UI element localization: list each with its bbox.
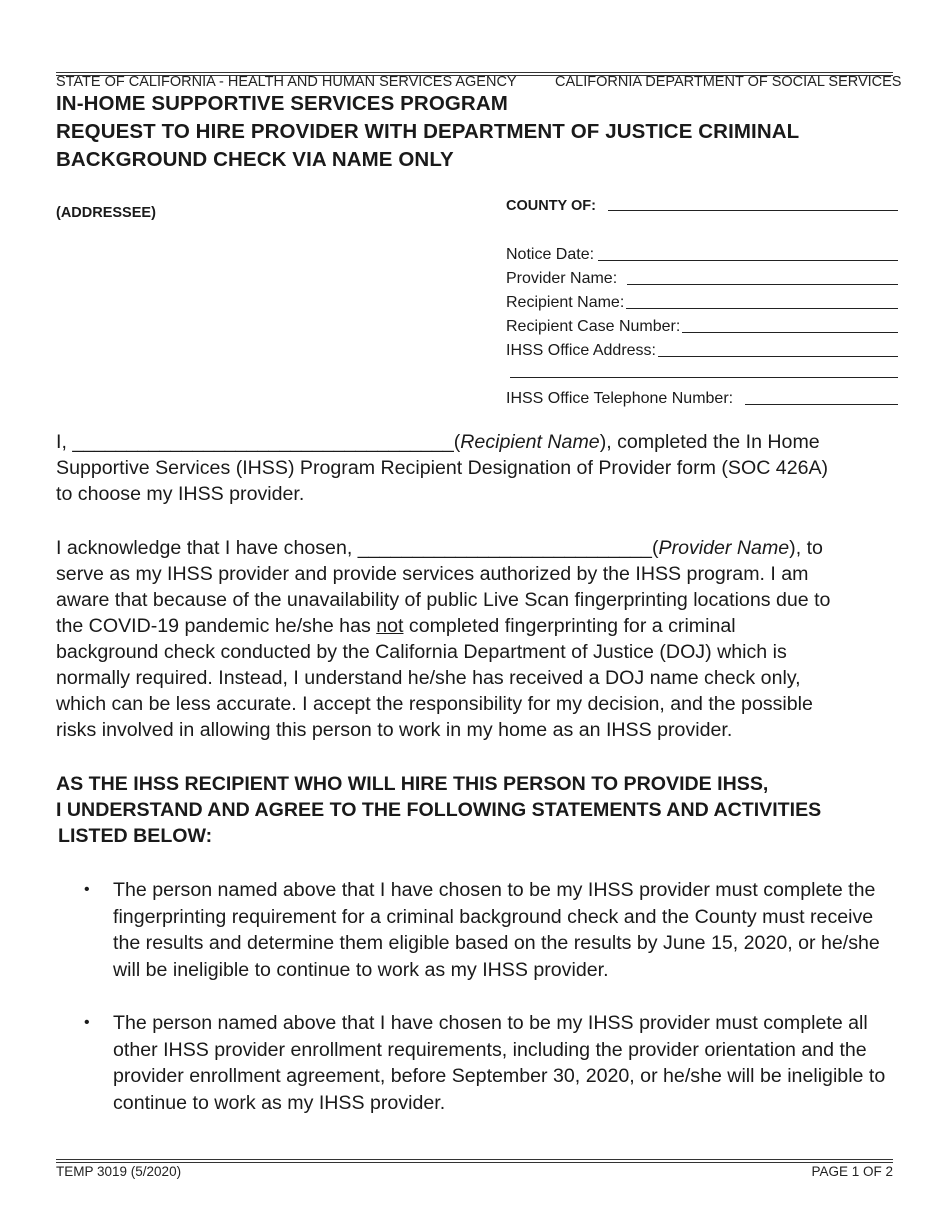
ihss-office-phone-label: IHSS Office Telephone Number: bbox=[506, 390, 734, 407]
paragraph-acknowledge: I acknowledge that I have chosen, ___________________________(Provider Name), to serve as my IHSS provider and provide services authorized by the IHSS program. I am aware that because of the unavailability of public Live Scan fingerprinting locations due to the COVID-19 pandemic he/she has not completed fingerprinting for a criminal background check conducted by the California Department of Justice (DOJ) which is normally required. Instead, I understand he/she has received a DOJ name check only, which can be less accurate. I accept the responsibility for my decision, and the possible risks involved in allowing this person to work in my home as an IHSS provider. bbox=[56, 535, 906, 743]
p2-placeholder: Provider Name bbox=[658, 537, 790, 559]
agreement-heading-line2: I UNDERSTAND AND AGREE TO THE FOLLOWING STATEMENTS AND ACTIVITIES bbox=[56, 799, 822, 821]
bullet-text: The person named above that I have chosen to be my IHSS provider must complete all other IHSS provider enrollment requirements, including the provider orientation and the provider enrollment agreement, before September 30, 2020, or he/she will be ineligible to continue to work as my IHSS provider. bbox=[113, 1012, 886, 1114]
county-label: COUNTY OF: bbox=[506, 198, 596, 214]
agreement-heading-line3: LISTED BELOW: bbox=[58, 825, 213, 847]
p2-line3: aware that because of the unavailability of public Live Scan fingerprinting locations due to bbox=[56, 589, 831, 611]
agreement-heading-line1: AS THE IHSS RECIPIENT WHO WILL HIRE THIS PERSON TO PROVIDE IHSS, bbox=[56, 773, 769, 795]
p2-line4-b: completed fingerprinting for a criminal bbox=[403, 615, 736, 637]
provider-name-field[interactable] bbox=[506, 268, 898, 288]
recipient-case-number-field[interactable] bbox=[506, 316, 898, 336]
footer-rule bbox=[56, 1159, 893, 1160]
county-field[interactable] bbox=[506, 196, 898, 214]
form-number: TEMP 3019 (5/2020) bbox=[56, 1164, 182, 1179]
ihss-office-address-line[interactable] bbox=[658, 355, 898, 357]
p2-line2: serve as my IHSS provider and provide services authorized by the IHSS program. I am bbox=[56, 563, 809, 585]
p1-prefix: I, bbox=[56, 431, 73, 453]
county-line[interactable] bbox=[608, 209, 898, 211]
p2-line4-a: the COVID-19 pandemic he/she has bbox=[56, 615, 377, 637]
p2-line1-suffix: ), to bbox=[789, 537, 823, 559]
bullet-icon: • bbox=[84, 1014, 90, 1031]
p1-blank[interactable]: ___________________________________ bbox=[72, 431, 454, 453]
p2-line8: risks involved in allowing this person to work in my home as an IHSS provider. bbox=[56, 719, 733, 741]
footer-rule-2 bbox=[56, 1162, 893, 1163]
form-title-line1: REQUEST TO HIRE PROVIDER WITH DEPARTMENT OF JUSTICE CRIMINAL bbox=[56, 120, 800, 143]
agency-right: CALIFORNIA DEPARTMENT OF SOCIAL SERVICES bbox=[555, 74, 902, 90]
recipient-case-number-line[interactable] bbox=[682, 331, 898, 333]
agreement-heading bbox=[56, 771, 916, 849]
form-title-line2: BACKGROUND CHECK VIA NAME ONLY bbox=[56, 148, 454, 171]
p1-line2: Supportive Services (IHSS) Program Recipient Designation of Provider form (SOC 426A) bbox=[56, 457, 829, 479]
recipient-name-field[interactable] bbox=[506, 292, 898, 312]
provider-name-line[interactable] bbox=[627, 283, 898, 285]
notice-date-line[interactable] bbox=[598, 259, 898, 261]
addressee-label: (ADDRESSEE) bbox=[56, 205, 156, 221]
p2-line6: normally required. Instead, I understand he/she has received a DOJ name check only, bbox=[56, 667, 801, 689]
recipient-name-line[interactable] bbox=[626, 307, 898, 309]
notice-date-field[interactable] bbox=[506, 244, 898, 264]
program-title: IN-HOME SUPPORTIVE SERVICES PROGRAM bbox=[56, 92, 508, 115]
p2-prefix: I acknowledge that I have chosen, bbox=[56, 537, 358, 559]
ihss-office-phone-field[interactable] bbox=[506, 388, 898, 408]
ihss-office-address-label: IHSS Office Address: bbox=[506, 342, 656, 359]
p1-line1-suffix: ), completed the In Home bbox=[599, 431, 820, 453]
ihss-office-address-field[interactable] bbox=[506, 340, 898, 360]
p1-placeholder: Recipient Name bbox=[460, 431, 600, 453]
recipient-case-number-label: Recipient Case Number: bbox=[506, 318, 681, 335]
notice-date-label: Notice Date: bbox=[506, 246, 595, 263]
p1-line3: to choose my IHSS provider. bbox=[56, 483, 305, 505]
p2-blank[interactable]: ___________________________ bbox=[357, 537, 652, 559]
p2-line7: which can be less accurate. I accept the responsibility for my decision, and the possible bbox=[56, 693, 813, 715]
ihss-office-phone-line[interactable] bbox=[745, 403, 898, 405]
agency-left: STATE OF CALIFORNIA - HEALTH AND HUMAN SERVICES AGENCY bbox=[56, 74, 517, 90]
header-rule-top bbox=[56, 72, 893, 73]
bullet-item-fingerprinting bbox=[84, 877, 904, 983]
recipient-name-label: Recipient Name: bbox=[506, 294, 625, 311]
p2-line4-not: not bbox=[376, 615, 404, 637]
p2-line5: background check conducted by the California Department of Justice (DOJ) which is bbox=[56, 641, 787, 663]
provider-name-label: Provider Name: bbox=[506, 270, 618, 287]
bullet-icon: • bbox=[84, 881, 90, 898]
paragraph-recipient: I, ___________________________________(Recipient Name), completed the In Home Supportive Services (IHSS) Program Recipient Designation of Provider form (SOC 426A) to choose my IHSS provider. bbox=[56, 429, 906, 507]
bullet-item-enrollment bbox=[84, 1010, 904, 1116]
ihss-office-address-line-2[interactable] bbox=[510, 377, 898, 378]
page-number: PAGE 1 OF 2 bbox=[811, 1164, 893, 1179]
bullet-text: The person named above that I have chosen to be my IHSS provider must complete the fingerprinting requirement for a criminal background check and the County must receive the results and determine them eligible based on the results by June 15, 2020, or he/she will be ineligible to continue to work as my IHSS provider. bbox=[113, 879, 880, 981]
